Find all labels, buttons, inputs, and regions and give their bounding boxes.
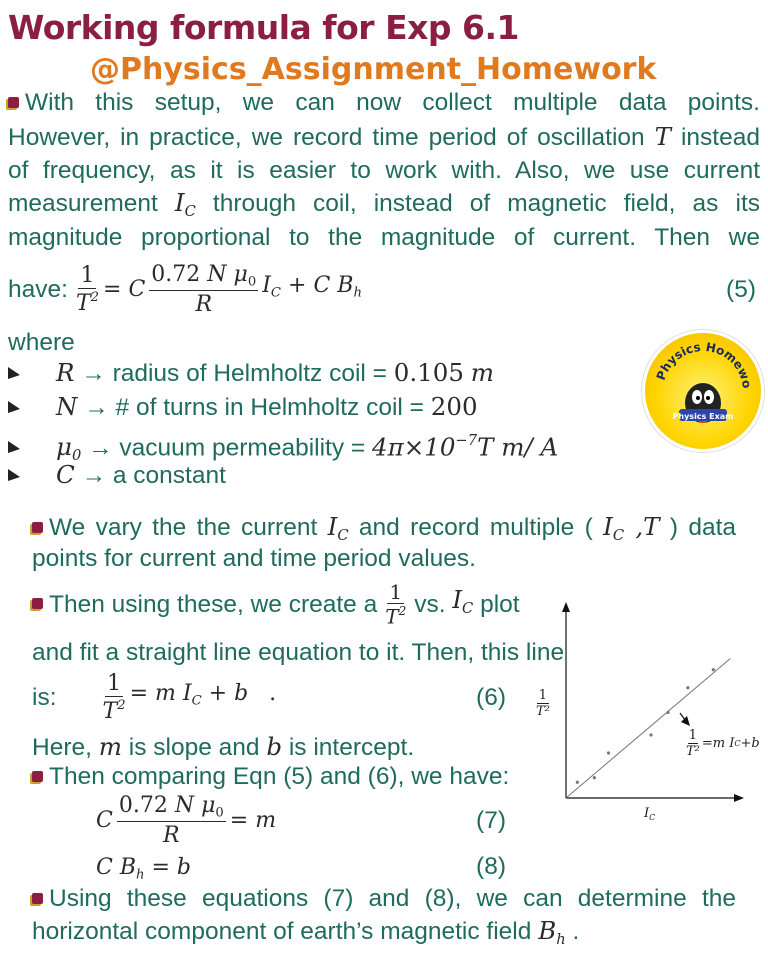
bullet-icon <box>32 522 43 533</box>
scatter-plot <box>536 598 768 828</box>
channel-logo <box>642 330 764 452</box>
y-axis-arrow-icon <box>562 602 570 612</box>
arrow-bullet-icon <box>8 441 20 455</box>
x-axis-arrow-icon <box>734 794 744 802</box>
step2-line-1: Then using these, we create a $\frac{1}{T^2}$ vs. $I_C$ plot <box>32 574 520 636</box>
step3-line-1: Then comparing Eqn (5) and (6), we have: <box>32 760 509 794</box>
arrow-bullet-icon <box>8 367 20 381</box>
equation-5: have: $\frac{1}{T^2}$ = C $\frac{0.72 N \mu_0}{R}$ $I_C$ + C $B_h$ (5) <box>8 261 756 317</box>
step2-line-2: and fit a straight line equation to it. Then, this line <box>32 639 565 666</box>
arrow-bullet-icon <box>8 469 20 483</box>
data-point <box>576 781 579 784</box>
intro-line-3: of frequency, as it is easier to work with. Also, we use current <box>8 157 760 184</box>
fit-line-label: $\frac{1}{\text{T²}}$ =m I C +b <box>686 728 760 759</box>
svg-text:Physics Exam: Physics Exam <box>672 412 734 421</box>
step1-line-2: points for current and time period values. <box>32 545 476 572</box>
intro-line-1: With this setup, we can now collect multiple data points. <box>8 86 760 120</box>
x-axis-label: $I_C$ <box>644 806 656 822</box>
equation-8: C $B_h = b$ (8) <box>96 853 506 883</box>
where-label: where <box>8 329 75 356</box>
step4-line-1: Using these equations (7) and (8), we can determine the <box>32 882 736 916</box>
bullet-icon <box>8 97 19 108</box>
equation-6: is: $\frac{1}{T^2}$ = m $I_C + b$ . (6) <box>32 670 506 725</box>
intro-line-2: However, in practice, we record time period of oscillation T instead <box>8 122 760 151</box>
plot-canvas <box>540 598 768 828</box>
y-axis-label: 1 T² <box>536 688 550 719</box>
intro-line-4: measurement $I_C$ through coil, instead of magnetic field, as its <box>8 188 760 221</box>
bullet-icon <box>32 598 43 609</box>
data-point <box>607 751 610 754</box>
data-point <box>712 668 715 671</box>
data-point <box>666 711 669 714</box>
intro-line-5: magnitude proportional to the magnitude of current. Then we <box>8 224 760 251</box>
data-point <box>649 733 652 736</box>
channel-handle: @Physics_Assignment_Homework <box>90 52 657 87</box>
fit-label-arrow-icon <box>681 716 690 726</box>
def-item-r: R → radius of Helmholtz coil = 0.105 m <box>8 356 494 391</box>
logo-icon <box>645 333 761 449</box>
data-point <box>686 686 689 689</box>
svg-text:Physics Homework: Physics Homewo <box>653 339 755 390</box>
page-title: Working formula for Exp 6.1 <box>8 8 519 47</box>
bullet-icon <box>32 771 43 782</box>
step4-line-2: horizontal component of earth’s magnetic field $B_h$ . <box>32 916 580 949</box>
def-item-c: C → a constant <box>8 458 226 493</box>
step2-line-4: Here, m is slope and b is intercept. <box>32 732 415 761</box>
arrow-bullet-icon <box>8 401 20 415</box>
def-item-mu: $\mu_0$ → vacuum permeability = $4\pi\times 10^{-7}T$ m/ A <box>8 424 558 473</box>
bullet-icon <box>32 893 43 904</box>
step1-line-1: We vary the the current $I_C$ and record multiple ( $I_C$ ,T ) data <box>32 510 736 553</box>
equation-7: C $\frac{0.72 N \mu_0}{R}$ = m (7) <box>96 792 506 848</box>
data-point <box>593 776 596 779</box>
def-item-n: N → # of turns in Helmholtz coil = 200 <box>8 390 478 425</box>
